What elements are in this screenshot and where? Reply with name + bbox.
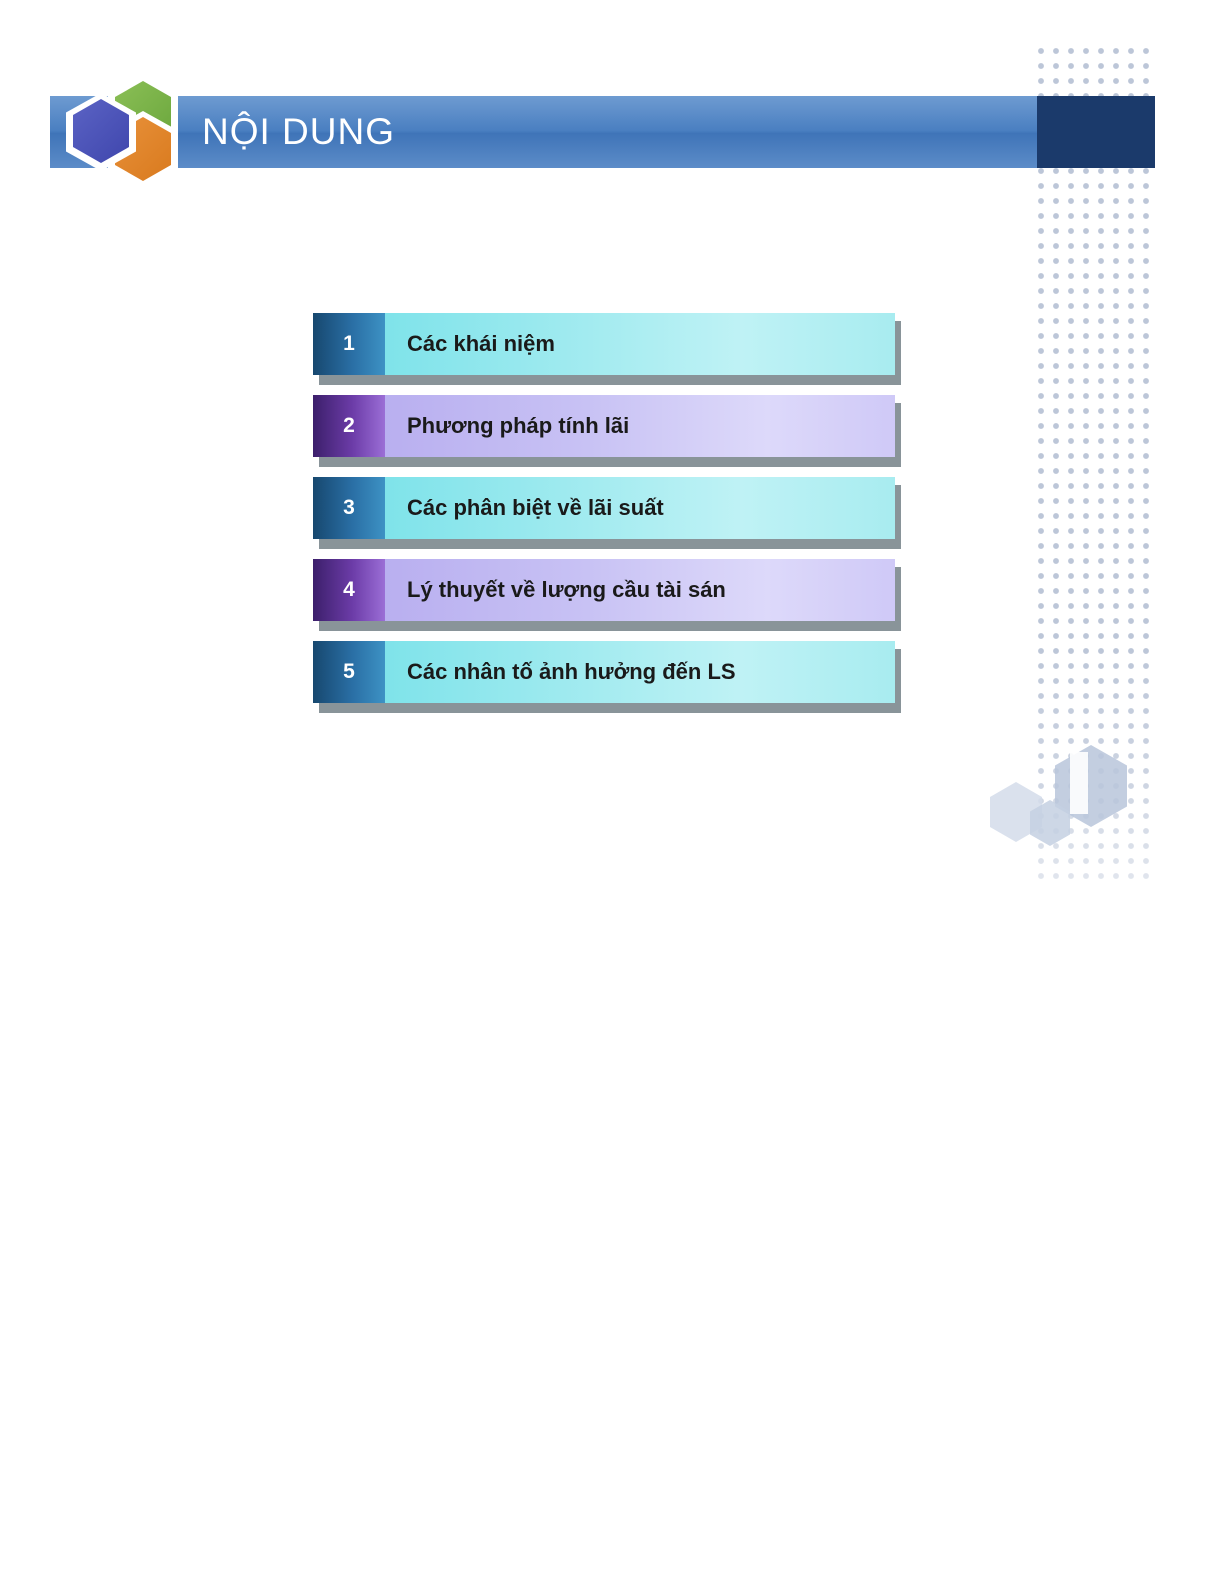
- list-item[interactable]: [313, 477, 901, 559]
- row-number: 2: [313, 395, 385, 457]
- row-body: [313, 641, 895, 703]
- row-body: [313, 477, 895, 539]
- hexagon-cluster-logo: [62, 75, 192, 185]
- agenda-list: [313, 313, 901, 723]
- row-number: 4: [313, 559, 385, 621]
- row-body: [313, 313, 895, 375]
- row-number: 3: [313, 477, 385, 539]
- page-title: NỘI DUNG: [202, 111, 395, 152]
- row-number: 5: [313, 641, 385, 703]
- header-bar-dark-cap: [1037, 96, 1155, 168]
- row-label: Các phân biệt về lãi suất: [385, 477, 895, 539]
- list-item[interactable]: [313, 641, 901, 723]
- row-label: Phương pháp tính lãi: [385, 395, 895, 457]
- watermark-hexagon-highlight: [1070, 752, 1088, 814]
- row-label: Các nhân tố ảnh hưởng đến LS: [385, 641, 895, 703]
- row-body: [313, 559, 895, 621]
- row-body: [313, 395, 895, 457]
- row-number: 1: [313, 313, 385, 375]
- list-item[interactable]: [313, 313, 901, 395]
- list-item[interactable]: [313, 395, 901, 477]
- row-label: Các khái niệm: [385, 313, 895, 375]
- row-label: Lý thuyết về lượng cầu tài sán: [385, 559, 895, 621]
- list-item[interactable]: [313, 559, 901, 641]
